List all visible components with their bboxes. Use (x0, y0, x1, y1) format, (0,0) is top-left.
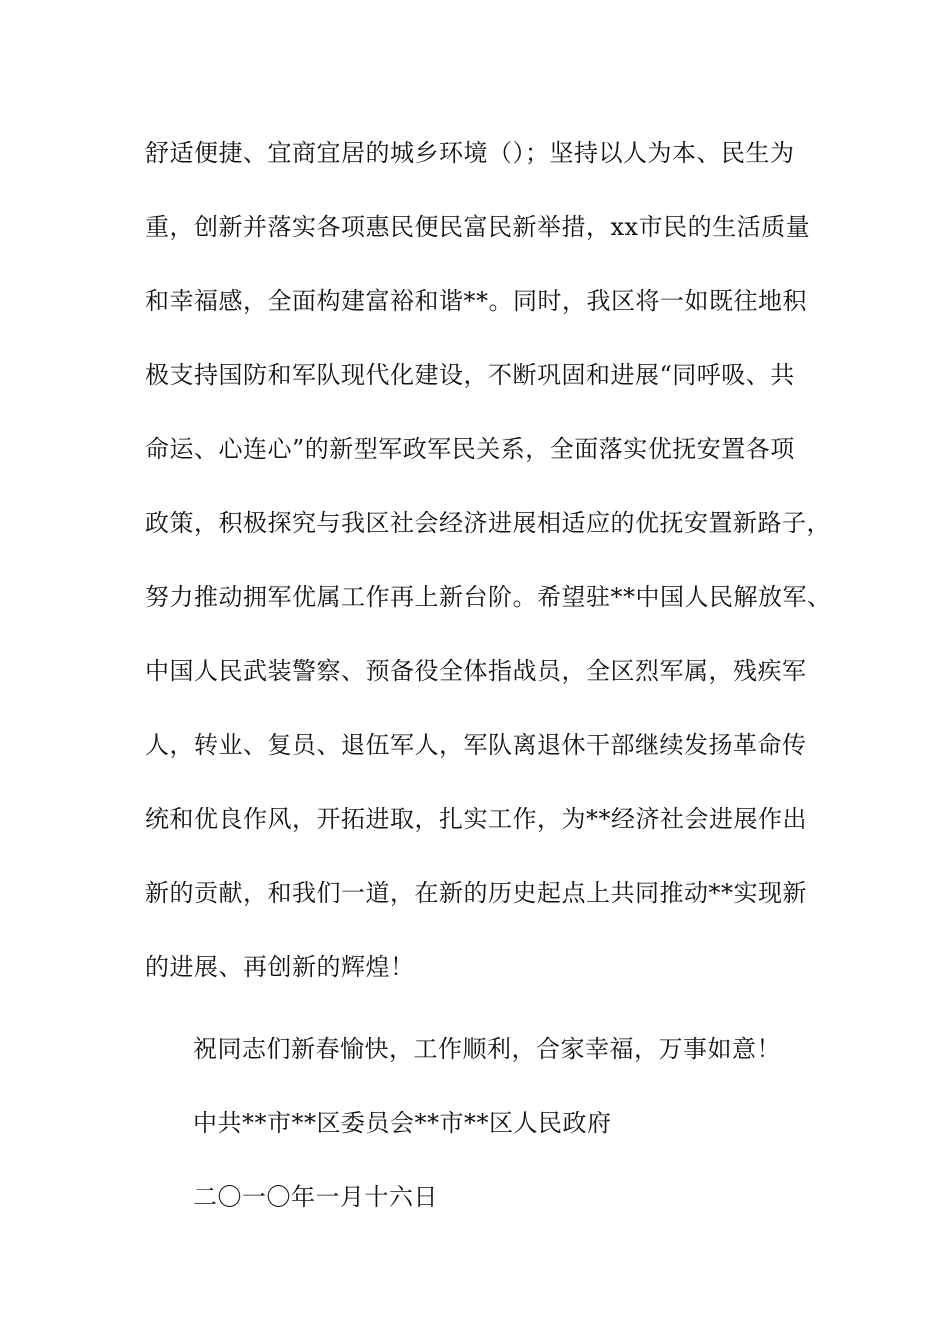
body-line-3: 和幸福感，全面构建富裕和谐**。同时，我区将一如既往地积 (145, 287, 807, 315)
body-line-1: 舒适便捷、宜商宜居的城乡环境（）；坚持以人为本、民生为 (145, 139, 795, 167)
body-line-9: 人，转业、复员、退伍军人，军队离退休干部继续发扬革命传 (145, 731, 807, 759)
signature-line: 中共**市**区委员会**市**区人民政府 (193, 1109, 612, 1137)
greeting-line: 祝同志们新春愉快，工作顺利，合家幸福，万事如意！ (193, 1035, 781, 1063)
body-line-6: 政策，积极探究与我区社会经济进展相适应的优抚安置新路子， (145, 509, 831, 537)
body-line-2: 重，创新并落实各项惠民便民富民新举措，xx市民的生活质量 (145, 213, 811, 241)
body-line-5: 命运、心连心”的新型军政军民关系，全面落实优抚安置各项 (145, 435, 795, 463)
body-line-11: 新的贡献，和我们一道，在新的历史起点上共同推动**实现新 (145, 879, 807, 907)
body-line-8: 中国人民武装警察、预备役全体指战员，全区烈军属，残疾军 (145, 657, 807, 685)
body-line-4: 极支持国防和军队现代化建设，不断巩固和进展“同呼吸、共 (145, 361, 795, 389)
body-line-7: 努力推动拥军优属工作再上新台阶。希望驻**中国人民解放军、 (145, 583, 832, 611)
body-line-10: 统和优良作风，开拓进取，扎实工作，为**经济社会进展作出 (145, 805, 807, 833)
body-line-12: 的进展、再创新的辉煌！ (145, 953, 415, 981)
date-line: 二〇一〇年一月十六日 (193, 1183, 438, 1211)
